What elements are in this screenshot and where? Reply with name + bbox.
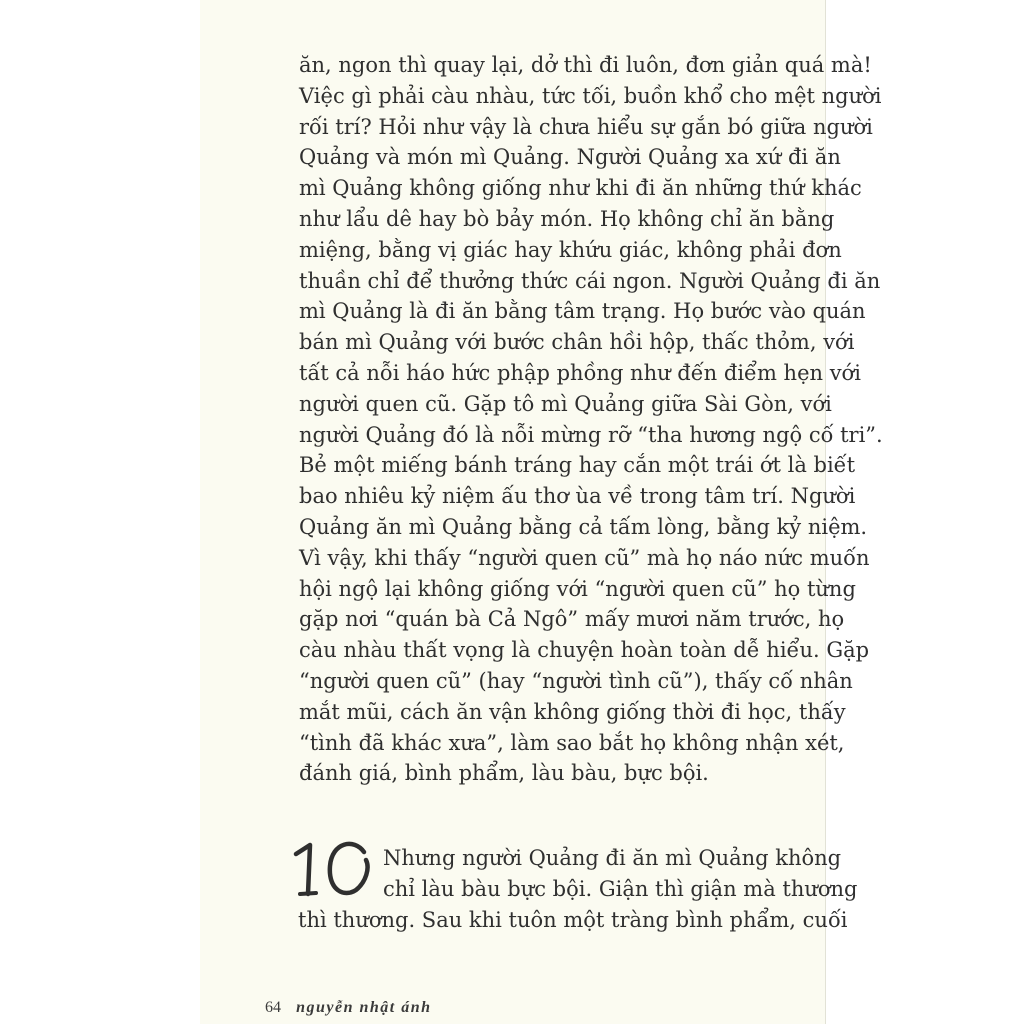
text-line: ăn, ngon thì quay lại, dở thì đi luôn, đơn giản quá mà! bbox=[299, 53, 872, 77]
text-line: đánh giá, bình phẩm, làu bàu, bực bội. bbox=[299, 761, 709, 786]
text-line: thuần chỉ để thưởng thức cái ngon. Người Quảng đi ăn bbox=[299, 268, 881, 293]
text-line: bán mì Quảng với bước chân hồi hộp, thấc thỏm, với bbox=[299, 330, 855, 355]
text-line: mắt mũi, cách ăn vận không giống thời đi học, thấy bbox=[299, 699, 846, 724]
body-text bbox=[299, 50, 883, 789]
text-line: Nhưng người Quảng đi ăn mì Quảng không bbox=[383, 846, 842, 870]
text-line: Bẻ một miếng bánh tráng hay cắn một trái ớt là biết bbox=[299, 453, 856, 478]
text-line: miệng, bằng vị giác hay khứu giác, không phải đơn bbox=[299, 237, 842, 262]
text-line: rối trí? Hỏi như vậy là chưa hiểu sự gắn bó giữa người bbox=[299, 114, 873, 139]
chapter-text bbox=[286, 843, 858, 935]
text-line: mì Quảng là đi ăn bằng tâm trạng. Họ bước vào quán bbox=[299, 299, 866, 324]
text-line: Quảng ăn mì Quảng bằng cả tấm lòng, bằng kỷ niệm. bbox=[299, 514, 868, 539]
text-line: gặp nơi “quán bà Cả Ngô” mấy mươi năm trước, họ bbox=[299, 607, 845, 632]
text-line: người Quảng đó là nỗi mừng rỡ “tha hương ngộ cố tri”. bbox=[299, 422, 883, 447]
text-line: hội ngộ lại không giống với “người quen cũ” họ từng bbox=[299, 576, 856, 601]
page-number: 64 bbox=[265, 999, 281, 1016]
text-line: thì thương. Sau khi tuôn một tràng bình phẩm, cuối bbox=[298, 907, 848, 932]
text-line: Quảng và món mì Quảng. Người Quảng xa xứ đi ăn bbox=[299, 145, 841, 170]
text-line: càu nhàu thất vọng là chuyện hoàn toàn dễ hiểu. Gặp bbox=[299, 638, 870, 663]
text-line: Vì vậy, khi thấy “người quen cũ” mà họ náo nức muốn bbox=[299, 545, 870, 570]
text-line: chỉ làu bàu bực bội. Giận thì giận mà thương bbox=[383, 876, 858, 901]
text-line: mì Quảng không giống như khi đi ăn những thứ khác bbox=[299, 176, 862, 201]
text-line: bao nhiêu kỷ niệm ấu thơ ùa về trong tâm trí. Người bbox=[299, 484, 856, 509]
text-line: “tình đã khác xưa”, làm sao bắt họ không nhận xét, bbox=[299, 730, 845, 755]
text-line: người quen cũ. Gặp tô mì Quảng giữa Sài Gòn, với bbox=[299, 391, 832, 416]
text-line: như lẩu dê hay bò bảy món. Họ không chỉ ăn bằng bbox=[299, 206, 835, 231]
page-footer bbox=[265, 997, 432, 1017]
text-line: Việc gì phải càu nhàu, tức tối, buồn khổ cho mệt người bbox=[299, 83, 882, 108]
author-name: nguyễn nhật ánh bbox=[296, 999, 432, 1016]
book-page bbox=[200, 0, 883, 1024]
text-line: “người quen cũ” (hay “người tình cũ”), thấy cố nhân bbox=[299, 668, 853, 693]
text-line: tất cả nỗi háo hức phập phồng như đến điểm hẹn với bbox=[299, 360, 861, 385]
